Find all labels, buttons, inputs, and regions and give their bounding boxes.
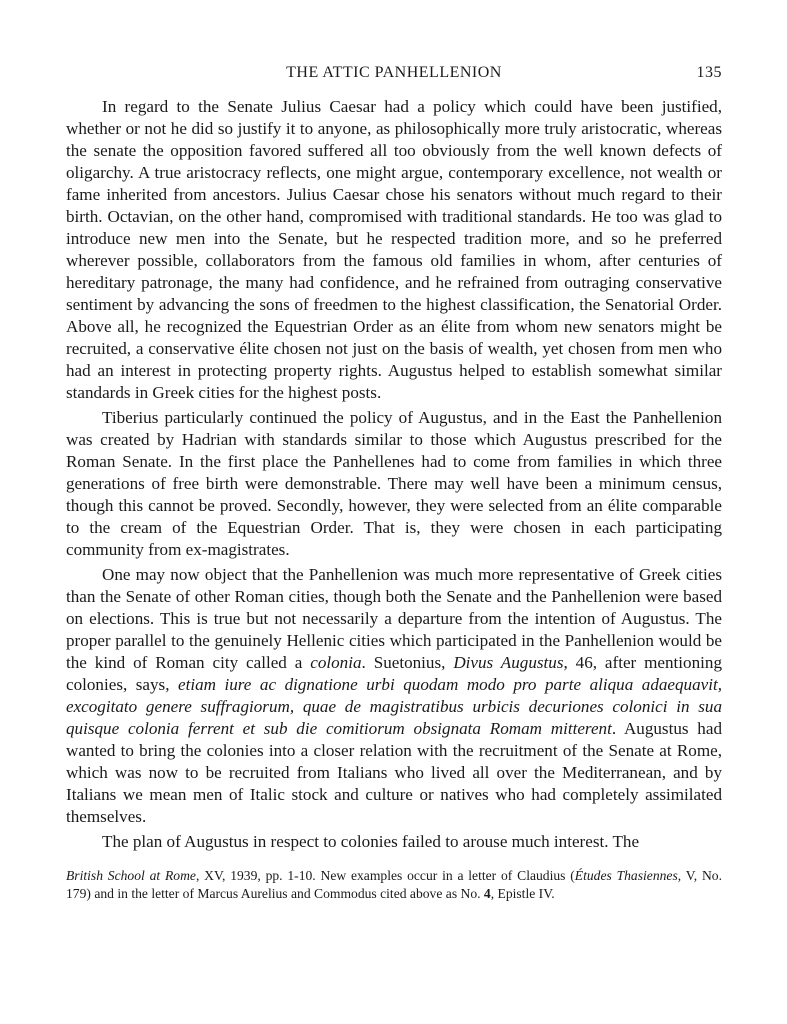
text-segment: , Epistle IV. — [490, 885, 555, 901]
footnote — [66, 867, 722, 902]
paragraph-p4 — [66, 831, 722, 853]
running-header — [66, 60, 722, 90]
text-segment: One may now object that the Panhellenion was much more representative of Greek cities than the Senate of other Roman cities, though both the Senate and the Panhellenion were based on elections. This is true but not necessarily a departure from the intention of Augustus. The proper parallel to the genuinely Hellenic cities which participated in the Panhellenion would be the kind of Roman city called a — [66, 565, 722, 672]
italic-text-segment: colonia — [310, 653, 362, 672]
italic-text-segment: etiam iure ac dignatione urbi quodam modo pro parte aliqua adaequavit, excogitato genere suffragiorum, quae de magistratibus urbicis decuriones colonici in sua quisque colonia ferrent et sub die comitiorum obsignata Romam mitterent — [66, 675, 723, 738]
text-segment: , XV, 1939, pp. 1-10. New examples occur in a letter of Claudius ( — [195, 868, 575, 883]
document-page — [66, 60, 722, 902]
running-title: THE ATTIC PANHELLENION — [286, 64, 502, 81]
italic-text-segment: British School at Rome — [66, 868, 196, 883]
text-segment: , V, No. 179) and in the letter of Marcus Aurelius and Commodus cited above as No. — [66, 868, 722, 901]
text-segment: , 46, after mentioning colonies, says, — [66, 653, 722, 694]
bold-text-segment: 4 — [483, 885, 491, 901]
text-segment: The plan of Augustus in respect to colonies failed to arouse much interest. The — [102, 832, 640, 851]
text-segment: Tiberius particularly continued the policy of Augustus, and in the East the Panhellenion was created by Hadrian with standards similar to those which Augustus prescribed for the Roman Senate. In the first place the Panhellenes had to come from families in which three generations of free birth were demonstrable. There may well have been a minimum census, though this cannot be proved. Secondly, however, they were selected from an élite comparable to the cream of the Equestrian Order. That is, they were chosen in each participating community from ex-magistrates. — [66, 408, 722, 559]
paragraph-p2 — [66, 407, 722, 561]
page-number: 135 — [696, 64, 722, 81]
text-segment: . Augustus had wanted to bring the colonies into a closer relation with the recruitment of the Senate at Rome, which was now to be recruited from Italians who lived all over the Mediterranean, and by Italians we mean men of Italic stock and culture or natives who had completely assimilated themselves. — [66, 719, 722, 826]
text-segment: . Suetonius, — [361, 653, 454, 672]
text-segment: In regard to the Senate Julius Caesar had a policy which could have been justified, whether or not he did so justify it to anyone, as philosophically more truly aristocratic, whereas the senate the opposition favored suffered all too obviously from the well known defects of oligarchy. A true aristocracy reflects, one might argue, contemporary excellence, not wealth or fame inherited from ancestors. Julius Caesar chose his senators without much regard to their birth. Octavian, on the other hand, compromised with traditional standards. He too was glad to introduce new men into the Senate, but he respected tradition more, and so he preferred wherever possible, collaborators from the famous old families in whom, after centuries of hereditary patronage, the many had confidence, and he refrained from outraging conservative sentiment by advancing the sons of freedmen to the highest classification, the Senatorial Order. Above all, he recognized the Equestrian Order as an élite from whom new senators might be recruited, a conservative élite chosen not just on the basis of wealth, yet chosen from men who had an interest in protecting property rights. Augustus helped to establish somewhat similar standards in Greek cities for the highest posts. — [66, 97, 722, 402]
paragraph-p3 — [66, 564, 722, 828]
italic-text-segment: Divus Augustus — [453, 653, 564, 672]
italic-text-segment: Études Thasiennes — [574, 868, 678, 883]
paragraph-p1 — [66, 96, 722, 404]
body-text — [66, 96, 722, 853]
